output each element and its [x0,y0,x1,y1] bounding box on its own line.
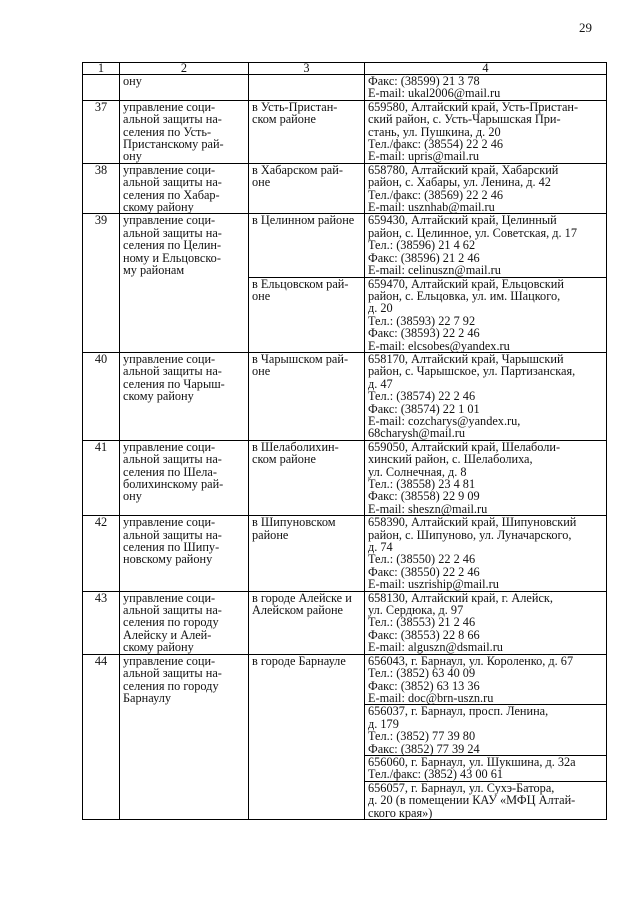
table-row [83,75,607,101]
cell-line: Факс: (38550) 22 2 46 [368,564,480,579]
service-area-cell [249,75,365,101]
contact-cell [365,163,607,214]
cell-line: E-mail: elcsobes@yandex.ru [368,338,510,353]
service-area-cell [249,163,365,214]
contact-cell [365,440,607,515]
service-area-cell [249,440,365,515]
service-area-cell [249,654,365,819]
cell-line: управление соци- [123,213,216,228]
cell-line: селения по городу [123,615,219,630]
cell-line: 658130, Алтайский край, г. Алейск, [368,590,553,605]
cell-line: ул. Сердюка, д. 97 [368,603,464,618]
cell-line: Барнаулу [123,690,171,705]
cell-line: д. 20 (в помещении КАУ «МФЦ Алтай- [368,793,576,808]
table-row [83,591,607,654]
cell-line: селения по Целин- [123,238,222,253]
cell-line: ону [123,489,142,504]
cell-line: ону [123,149,142,164]
table-row [83,100,607,163]
header-cell-2: 2 [120,63,249,75]
organization-cell [120,516,249,591]
organization-cell [120,100,249,163]
cell-line: 656060, г. Барнаул, ул. Шукшина, д. 32а [368,754,576,769]
cell-line: район, с. Целинное, ул. Советская, д. 17 [368,225,577,240]
contact-cell [365,755,607,781]
cell-line: альной защиты на- [123,364,222,379]
table-row [83,440,607,515]
cell-line: управление соци- [123,99,216,114]
contact-cell [365,75,607,101]
cell-line: Тел./факс: (38569) 22 2 46 [368,187,504,202]
cell-line: альной защиты на- [123,225,222,240]
cell-line: ском районе [252,112,316,127]
organization-cell [120,163,249,214]
service-area-cell [249,277,365,352]
service-area-cell [249,591,365,654]
cell-line: район, с. Хабары, ул. Ленина, д. 42 [368,175,551,190]
cell-line: E-mail: sheszn@mail.ru [368,501,488,516]
cell-line: Тел./факс: (3852) 43 00 61 [368,767,504,782]
offices-table [82,62,607,820]
cell-line: Тел.: (38553) 21 2 46 [368,615,476,630]
cell-line: Тел.: (38593) 22 7 92 [368,313,476,328]
cell-line: Факс: (38596) 21 2 46 [368,250,480,265]
contact-cell [365,352,607,440]
cell-line: в Шелаболихин- [252,439,339,454]
contact-cell [365,277,607,352]
cell-line: хинский район, с. Шелаболиха, [368,452,533,467]
cell-line: альной защиты на- [123,452,222,467]
cell-line: альной защиты на- [123,112,222,127]
contact-cell [365,516,607,591]
cell-line: селения по Шипу- [123,540,220,555]
organization-cell [120,352,249,440]
cell-line: д. 179 [368,716,399,731]
cell-line: Факс: (38558) 22 9 09 [368,489,480,504]
cell-line: новскому району [123,552,213,567]
contact-cell [365,100,607,163]
cell-line: в Шипуновском [252,515,336,530]
header-cell-4: 4 [365,63,607,75]
cell-line: скому району [123,640,194,655]
cell-line: ону [123,74,142,88]
cell-line: Тел.: (38550) 22 2 46 [368,552,476,567]
cell-line: ул. Солнечная, д. 8 [368,464,467,479]
cell-line: Тел.: (38596) 21 4 62 [368,238,476,253]
service-area-cell [249,100,365,163]
cell-line: в городе Барнауле [252,653,346,668]
cell-line: д. 74 [368,540,393,555]
cell-line: Факс: (3852) 77 39 24 [368,741,480,756]
cell-line: Факс: (3852) 63 13 36 [368,678,480,693]
cell-line: в городе Алейске и [252,590,352,605]
cell-line: селения по Шела- [123,464,217,479]
table-row [83,352,607,440]
contact-cell [365,781,607,819]
organization-cell [120,591,249,654]
row-number-cell: 38 [83,163,120,214]
cell-line: управление соци- [123,653,216,668]
page-number: 29 [579,20,592,35]
row-number-cell: 37 [83,100,120,163]
cell-line: Факс: (38553) 22 8 66 [368,627,480,642]
cell-line: 659580, Алтайский край, Усть-Пристан- [368,99,579,114]
contact-cell [365,654,607,705]
cell-line: 659050, Алтайский край, Шелаболи- [368,439,561,454]
cell-line: E-mail: upris@mail.ru [368,149,480,164]
cell-line: E-mail: alguszn@dsmail.ru [368,640,503,655]
cell-line: д. 20 [368,301,393,316]
contact-cell [365,214,607,277]
cell-line: 658170, Алтайский край, Чарышский [368,351,564,366]
row-number-cell: 41 [83,440,120,515]
cell-line: E-mail: uszriship@mail.ru [368,577,499,592]
table-row [83,163,607,214]
cell-line: E-mail: celinuszn@mail.ru [368,263,501,278]
organization-cell [120,654,249,819]
cell-line: 658390, Алтайский край, Шипуновский [368,515,577,530]
cell-line: 656043, г. Барнаул, ул. Короленко, д. 67 [368,653,574,668]
cell-line: альной защиты на- [123,666,222,681]
cell-line: оне [252,288,271,303]
cell-line: Алейском районе [252,603,344,618]
row-number-cell: 39 [83,214,120,352]
cell-line: в Ельцовском рай- [252,276,349,291]
cell-line: 659470, Алтайский край, Ельцовский [368,276,564,291]
row-number-cell: 40 [83,352,120,440]
cell-line: альной защиты на- [123,175,222,190]
organization-cell [120,75,249,101]
header-cell-1: 1 [83,63,120,75]
row-number-cell [83,75,120,101]
cell-line: альной защиты на- [123,527,222,542]
cell-line: 659430, Алтайский край, Целинный [368,213,557,228]
cell-line: ский район, с. Усть-Чарышская При- [368,112,561,127]
cell-line: болихинскому рай- [123,477,224,491]
row-number-cell: 44 [83,654,120,819]
cell-line: Факс: (38599) 21 3 78 [368,74,480,88]
cell-line: управление соци- [123,439,216,454]
service-area-cell [249,352,365,440]
cell-line: д. 47 [368,376,393,391]
organization-cell [120,440,249,515]
row-number-cell: 42 [83,516,120,591]
cell-line: стань, ул. Пушкина, д. 20 [368,124,501,139]
cell-line: районе [252,527,289,542]
cell-line: му районам [123,263,185,278]
cell-line: E-mail: usznhab@mail.ru [368,200,495,215]
cell-line: скому району [123,389,194,404]
cell-line: Тел.: (3852) 63 40 09 [368,666,476,681]
cell-line: управление соци- [123,162,216,177]
service-area-cell [249,516,365,591]
cell-line: Тел./факс: (38554) 22 2 46 [368,137,504,152]
cell-line: ского края») [368,805,433,820]
cell-line: Тел.: (38558) 23 4 81 [368,477,476,491]
row-number-cell: 43 [83,591,120,654]
cell-line: E-mail: cozcharys@yandex.ru, [368,413,521,428]
table-row [83,654,607,705]
service-area-cell [249,214,365,277]
cell-line: в Хабарском рай- [252,162,343,177]
cell-line: селения по городу [123,678,219,693]
cell-line: Факс: (38593) 22 2 46 [368,326,480,341]
cell-line: ском районе [252,452,316,467]
contact-cell [365,591,607,654]
cell-line: Тел.: (3852) 77 39 80 [368,729,476,744]
cell-line: селения по Хабар- [123,187,220,202]
cell-line: 68charysh@mail.ru [368,426,466,441]
cell-line: скому району [123,200,194,215]
cell-line: Тел.: (38574) 22 2 46 [368,389,476,404]
cell-line: 658780, Алтайский край, Хабарский [368,162,559,177]
cell-line: оне [252,364,271,379]
cell-line: управление соци- [123,515,216,530]
table-row [83,214,607,277]
cell-line: E-mail: doc@brn-uszn.ru [368,690,494,705]
cell-line: Алейску и Алей- [123,627,212,642]
cell-line: ному и Ельцовско- [123,250,221,265]
header-cell-3: 3 [249,63,365,75]
organization-cell [120,214,249,352]
header-row [83,63,607,75]
cell-line: район, с. Чарышское, ул. Партизанская, [368,364,576,379]
cell-line: 656037, г. Барнаул, просп. Ленина, [368,704,549,719]
cell-line: в Усть-Пристан- [252,99,338,114]
cell-line: селения по Усть- [123,124,212,139]
cell-line: в Целинном районе [252,213,355,228]
cell-line: оне [252,175,271,190]
cell-line: Факс: (38574) 22 1 01 [368,401,480,416]
cell-line: район, с. Ельцовка, ул. им. Шацкого, [368,288,561,303]
contact-cell [365,705,607,756]
cell-line: Пристанскому рай- [123,137,224,152]
table-row [83,516,607,591]
cell-line: в Чарышском рай- [252,351,349,366]
cell-line: E-mail: ukal2006@mail.ru [368,86,501,101]
cell-line: район, с. Шипуново, ул. Луначарского, [368,527,572,542]
cell-line: управление соци- [123,590,216,605]
cell-line: 656057, г. Барнаул, ул. Сухэ-Батора, [368,780,555,795]
cell-line: управление соци- [123,351,216,366]
cell-line: альной защиты на- [123,603,222,618]
cell-line: селения по Чарыш- [123,376,225,391]
